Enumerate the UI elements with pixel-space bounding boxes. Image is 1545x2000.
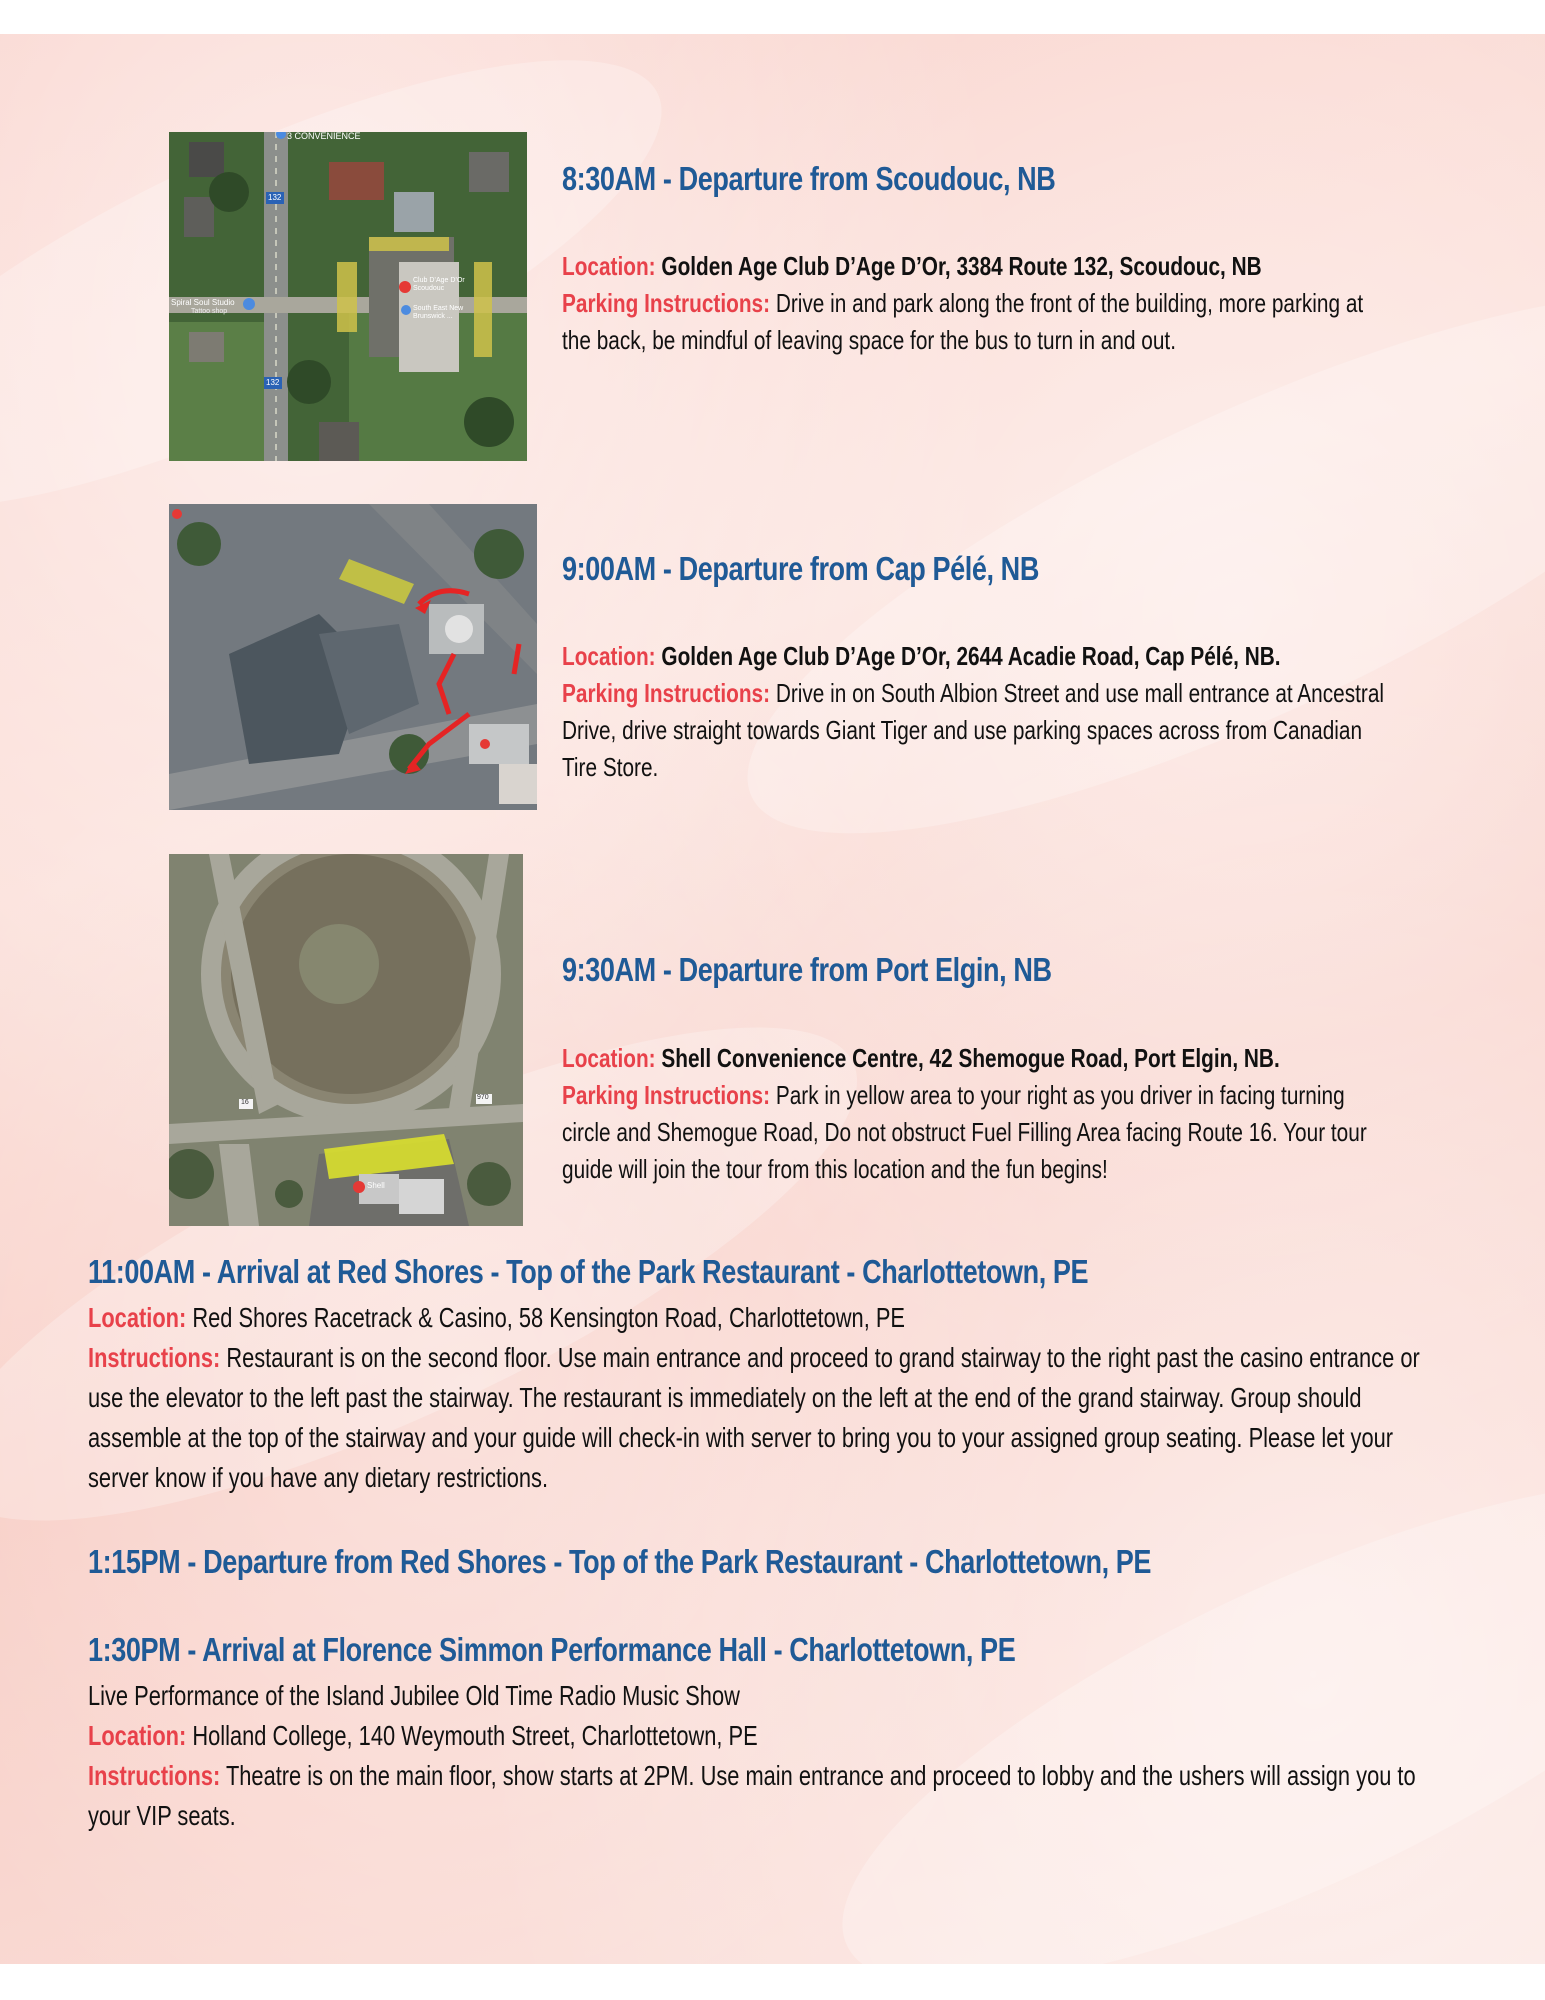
instructions-line	[88, 1756, 1439, 1836]
section-title: 1:30PM - Arrival at Florence Simmon Performance Hall - Charlottetown, PE	[88, 1631, 1016, 1668]
instructions-label: Instructions:	[88, 1342, 221, 1373]
parking-instructions-label: Parking Instructions:	[562, 288, 771, 318]
instructions-label: Instructions:	[88, 1760, 221, 1791]
map-label: Tattoo shop	[191, 308, 228, 315]
stop-title: 9:00AM - Departure from Cap Pélé, NB	[562, 550, 1039, 587]
instructions-value: Theatre is on the main floor, show starts at 2PM. Use main entrance and proceed to lobby and the ushers will assign you to your VIP seats.	[88, 1760, 1416, 1831]
stop-details	[562, 638, 1394, 786]
route-shield-label: 16	[241, 1099, 249, 1106]
stop-details	[562, 248, 1394, 359]
scoudouc-map-image	[169, 132, 527, 461]
location-value: Golden Age Club D’Age D’Or, 3384 Route 132, Scoudouc, NB	[661, 251, 1262, 281]
location-value: Golden Age Club D’Age D’Or, 2644 Acadie Road, Cap Pélé, NB.	[661, 641, 1281, 671]
stop-title: 8:30AM - Departure from Scoudouc, NB	[562, 160, 1056, 197]
map-label: South East New Brunswick ...	[413, 305, 464, 320]
stop-details	[562, 1040, 1394, 1188]
parking-instructions-label: Parking Instructions:	[562, 1080, 771, 1110]
map-label: Spiral Soul Studio	[171, 298, 235, 307]
location-label: Location:	[562, 1043, 656, 1073]
route-shield-label: 970	[477, 1094, 489, 1101]
map-label: Club D’Age D’Or Scoudouc	[413, 277, 465, 292]
stop-title: 9:30AM - Departure from Port Elgin, NB	[562, 951, 1052, 988]
itinerary-page	[0, 34, 1545, 1964]
section-title: 1:15PM - Departure from Red Shores - Top of the Park Restaurant - Charlottetown, PE	[88, 1543, 1152, 1580]
location-label: Location:	[88, 1302, 187, 1333]
location-value: Red Shores Racetrack & Casino, 58 Kensington Road, Charlottetown, PE	[192, 1302, 905, 1333]
location-line	[88, 1716, 1439, 1756]
performance-subtitle: Live Performance of the Island Jubilee Old Time Radio Music Show	[88, 1680, 740, 1711]
section-details	[88, 1676, 1439, 1836]
map-label: 3 CONVENIENCE	[287, 132, 361, 141]
location-label: Location:	[562, 251, 656, 281]
cap-pele-map-image	[169, 504, 537, 810]
parking-instructions-label: Parking Instructions:	[562, 678, 771, 708]
location-label: Location:	[562, 641, 656, 671]
instructions-value: Restaurant is on the second floor. Use main entrance and proceed to grand stairway to the right past the casino entrance or use the elevator to the left past the stairway. The restaurant is immediately on the left at the end of the grand stairway. Group should assemble at the top of the stairway and your guide will check-in with server to bring you to your assigned group seating. Please let your server know if you have any dietary restrictions.	[88, 1342, 1420, 1493]
route-shield-label: 132	[266, 378, 280, 387]
route-shield-label: 132	[268, 193, 282, 202]
location-value: Shell Convenience Centre, 42 Shemogue Road, Port Elgin, NB.	[661, 1043, 1280, 1073]
location-label: Location:	[88, 1720, 187, 1751]
map-label: Shell	[367, 1181, 385, 1190]
location-line	[88, 1298, 1439, 1338]
port-elgin-map-image	[169, 854, 523, 1226]
section-details	[88, 1298, 1439, 1498]
section-title: 11:00AM - Arrival at Red Shores - Top of the Park Restaurant - Charlottetown, PE	[88, 1253, 1089, 1290]
location-value: Holland College, 140 Weymouth Street, Charlottetown, PE	[192, 1720, 758, 1751]
parking-instructions-value: Drive in on South Albion Street and use mall entrance at Ancestral Drive, drive straight towards Giant Tiger and use parking spaces across from Canadian Tire Store.	[562, 678, 1385, 782]
parking-instructions-value: Park in yellow area to your right as you driver in facing turning circle and Shemogue Road, Do not obstruct Fuel Filling Area facing Route 16. Your tour guide will join the tour from this location and the fun begins!	[562, 1080, 1367, 1184]
instructions-line	[88, 1338, 1439, 1498]
parking-instructions-value: Drive in and park along the front of the building, more parking at the back, be mindful of leaving space for the bus to turn in and out.	[562, 288, 1364, 355]
